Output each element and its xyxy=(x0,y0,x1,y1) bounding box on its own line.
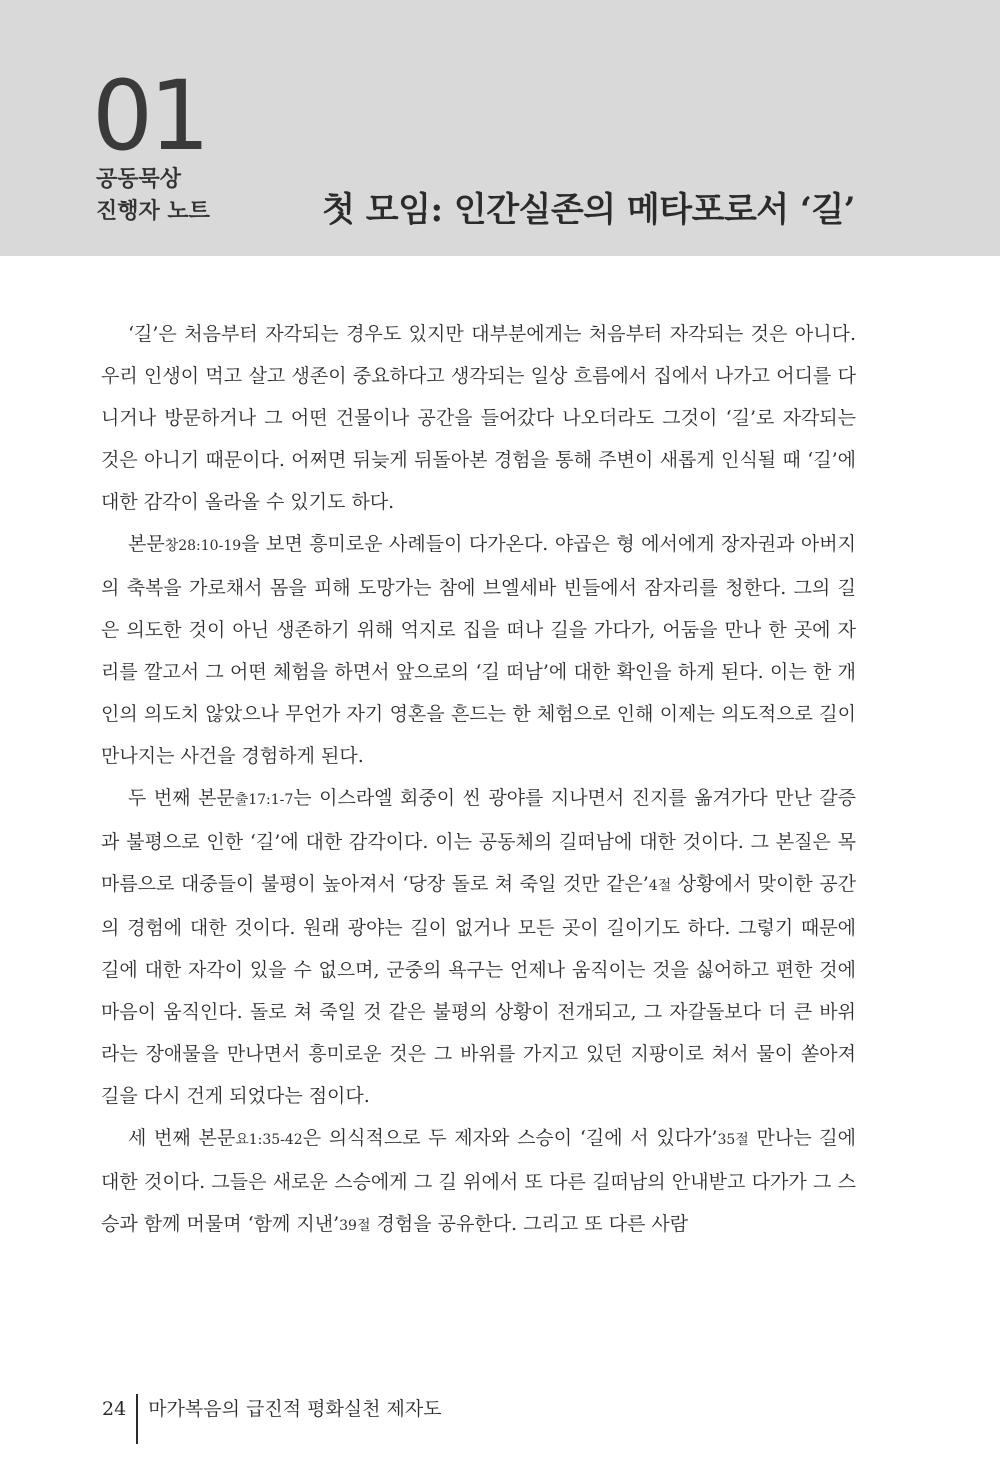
scripture-reference: 출17:1-7 xyxy=(234,792,294,808)
kicker-line-1: 공동묵상 xyxy=(96,167,182,192)
footer-divider xyxy=(136,1394,138,1444)
paragraph-4-text-a: 세 번째 본문 xyxy=(128,1127,236,1149)
page-footer xyxy=(102,1384,442,1434)
body-text xyxy=(101,313,856,1247)
paragraph-4-text-c: 만나는 길에 대한 것이다. 그들은 새로운 스승에게 그 길 위에서 또 다른 길떠남의 안내받고 다가가 그 스승과 함께 머물며 ‘함께 지낸’ xyxy=(101,1127,856,1235)
scripture-reference: 요1:35-42 xyxy=(235,1132,303,1148)
chapter-number: 01 xyxy=(92,60,207,172)
paragraph-4-text-b: 은 의식적으로 두 제자와 스승이 ‘길에 서 있다가’ xyxy=(302,1127,718,1149)
scripture-reference: 창28:10-19 xyxy=(164,538,242,554)
chapter-kicker xyxy=(96,164,210,228)
verse-reference: 4절 xyxy=(648,878,672,894)
paragraph-2-text-b: 을 보면 흥미로운 사례들이 다가온다. 야곱은 형 에서에게 장자권과 아버지의 축복을 가로채서 몸을 피해 도망가는 참에 브엘세바 빈들에서 잠자리를 청한다. 그의 길은 의도한 것이 아닌 생존하기 위해 억지로 집을 떠나 길을 가다가, 어둠을 만나 한 곳에 자리를 깔고서 그 어떤 체험을 하면서 앞으로의 ‘길 떠남’에 대한 확인을 하게 된다. 이는 한 개인의 의도치 않았으나 무언가 자기 영혼을 흔드는 한 체험으로 인해 이제는 의도적으로 길이 만나지는 사건을 경험하게 된다. xyxy=(101,533,856,767)
chapter-title: 첫 모임: 인간실존의 메타포로서 ‘길’ xyxy=(322,190,855,230)
verse-reference: 35절 xyxy=(717,1132,749,1148)
paragraph-4 xyxy=(101,1117,856,1247)
page-number: 24 xyxy=(102,1398,127,1420)
verse-reference: 39절 xyxy=(339,1218,371,1234)
paragraph-3-text-c: 상황에서 맞이한 공간의 경험에 대한 것이다. 원래 광야는 길이 없거나 모든 곳이 길이기도 하다. 그렇기 때문에 길에 대한 자각이 있을 수 없으며, 군중의 욕구는 언제나 움직이는 것을 싫어하고 편한 것에 마음이 움직인다. 돌로 쳐 죽일 것 같은 불평의 상황이 전개되고, 그 자갈돌보다 더 큰 바위라는 장애물을 만나면서 흥미로운 것은 그 바위를 가지고 있던 지팡이로 쳐서 물이 쏟아져 길을 다시 건게 되었다는 점이다. xyxy=(101,873,857,1107)
running-book-title: 마가복음의 급진적 평화실천 제자도 xyxy=(148,1398,442,1420)
paragraph-3-text-a: 두 번째 본문 xyxy=(128,787,235,809)
paragraph-4-text-d: 경험을 공유한다. 그리고 또 다른 사람 xyxy=(370,1213,689,1235)
paragraph-1-text: ‘길’은 처음부터 자각되는 경우도 있지만 대부분에게는 처음부터 자각되는 것은 아니다. 우리 인생이 먹고 살고 생존이 중요하다고 생각되는 일상 흐름에서 집에서 나가고 어디를 다니거나 방문하거나 그 어떤 건물이나 공간을 들어갔다 나오더라도 그것이 ‘길’로 자각되는 것은 아니기 때문이다. 어쩌면 뒤늦게 뒤돌아본 경험을 통해 주변이 새롭게 인식될 때 ‘길’에 대한 감각이 올라올 수 있기도 하다. xyxy=(101,323,856,513)
paragraph-1 xyxy=(101,313,856,523)
kicker-line-2: 진행자 노트 xyxy=(96,199,210,224)
paragraph-2-text-a: 본문 xyxy=(128,533,165,555)
chapter-header-band xyxy=(0,0,1000,256)
paragraph-2 xyxy=(101,523,856,777)
paragraph-3-text-b: 는 이스라엘 회중이 씬 광야를 지나면서 진지를 옮겨가다 만난 갈증과 불평으로 인한 ‘길’에 대한 감각이다. 이는 공동체의 길떠남에 대한 것이다. 그 본질은 목마름으로 대중들이 불평이 높아져서 ‘당장 돌로 쳐 죽일 것만 같은’ xyxy=(101,787,856,895)
paragraph-3 xyxy=(101,777,856,1117)
